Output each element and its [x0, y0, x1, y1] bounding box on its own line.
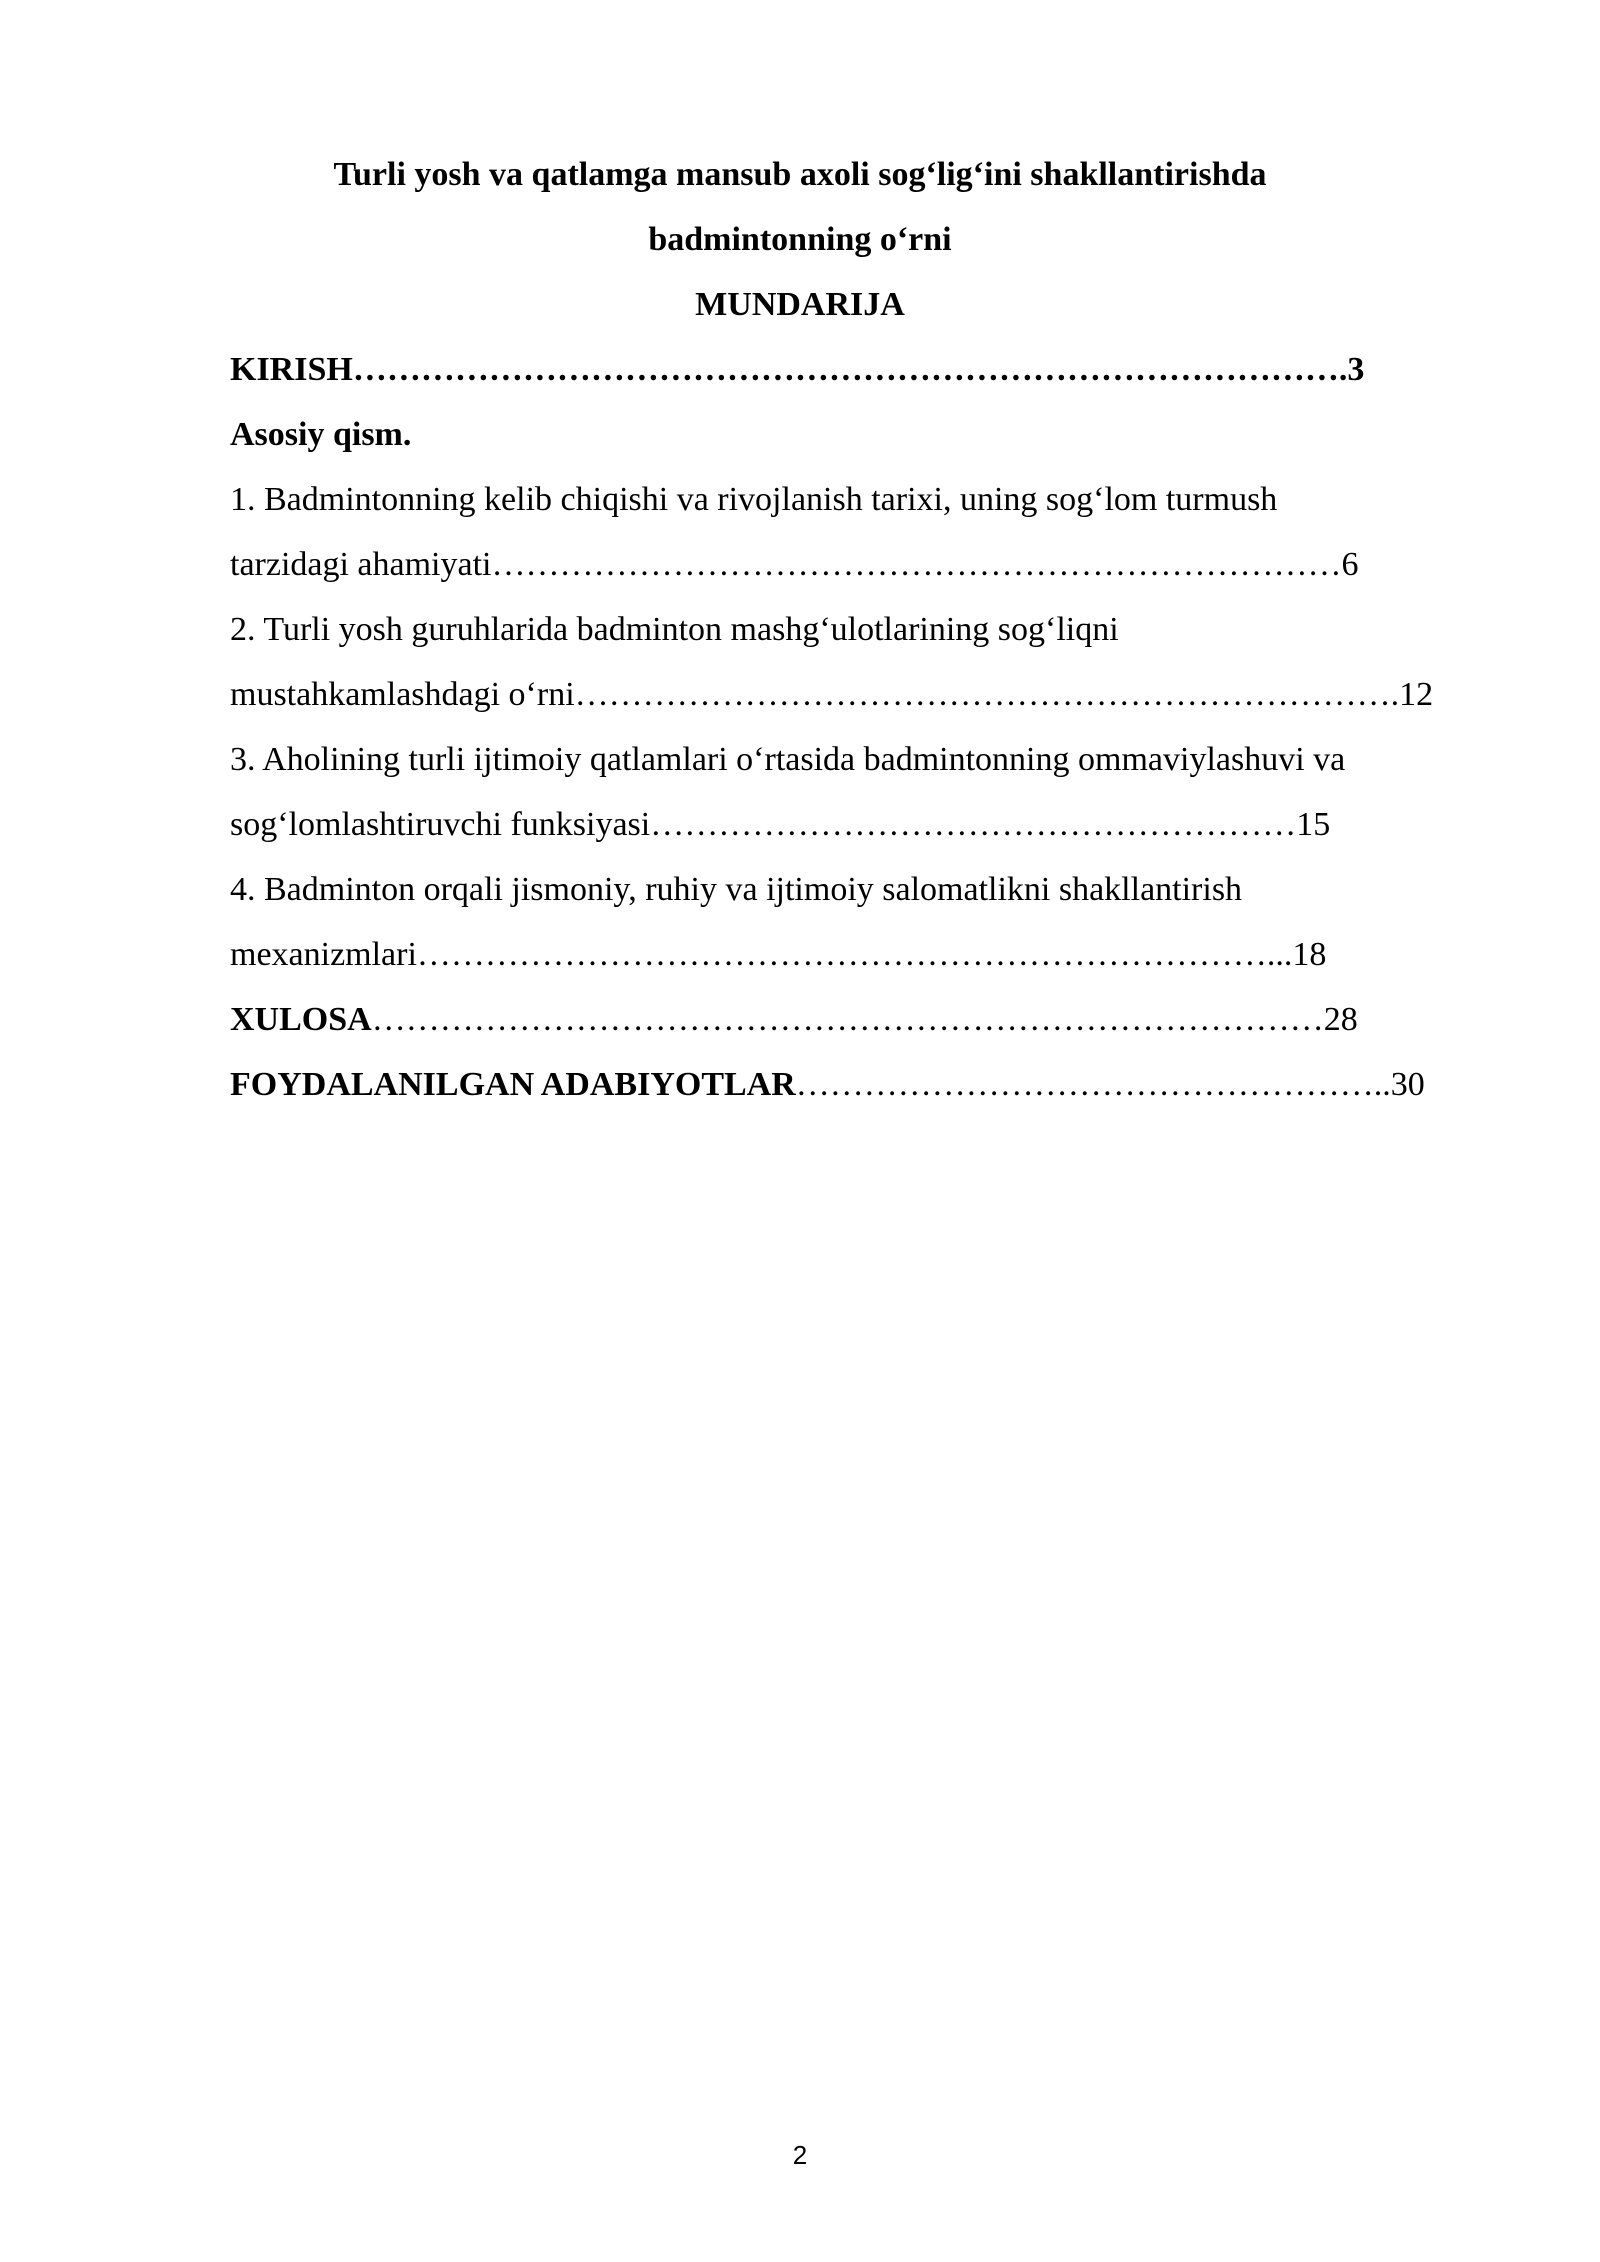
toc-entry-xulosa-label: XULOSA [230, 1001, 372, 1038]
toc-entry-3-line-1: 3. Aholining turli ijtimoiy qatlamlari o‘rtasida badmintonning ommaviylashuvi va [230, 741, 1346, 778]
toc-entry-4-line-2: mexanizmlari…………………………………………………………………...18 [230, 936, 1327, 973]
toc-entry-1-line-2: tarzidagi ahamiyati…………………………………………………………………6 [230, 546, 1359, 583]
toc-entry-adabiyotlar-leader: ……………………………………………..30 [795, 1066, 1425, 1103]
toc-entry-kirish: KIRISH…………………………………………………………………………….3 [230, 351, 1365, 388]
toc-section-asosiy: Asosiy qism. [230, 416, 412, 453]
toc-entry-adabiyotlar-label: FOYDALANILGAN ADABIYOTLAR [230, 1066, 796, 1103]
document-title-line-1: Turli yosh va qatlamga mansub axoli sog‘lig‘ini shakllantirishda [333, 156, 1267, 193]
document-title-line-2: badmintonning o‘rni [648, 221, 952, 258]
toc-entry-1-line-1: 1. Badmintonning kelib chiqishi va rivojlanish tarixi, uning sog‘lom turmush [230, 481, 1278, 518]
toc-entry-3-line-2: sog‘lomlashtiruvchi funksiyasi…………………………………………………15 [230, 806, 1331, 843]
toc-entry-xulosa-leader: …………………………………………………………………………28 [371, 1001, 1358, 1038]
page-number: 2 [792, 2140, 808, 2170]
toc-entry-adabiyotlar [230, 1065, 1500, 1105]
toc-entry-xulosa [230, 1000, 1500, 1040]
contents-heading: MUNDARIJA [695, 286, 905, 323]
toc-entry-2-line-2: mustahkamlashdagi o‘rni……………………………………………………………….12 [230, 676, 1434, 713]
toc-entry-4-line-1: 4. Badminton orqali jismoniy, ruhiy va ijtimoiy salomatlikni shakllantirish [230, 871, 1243, 908]
toc-entry-2-line-1: 2. Turli yosh guruhlarida badminton mashg‘ulotlarining sog‘liqni [230, 611, 1119, 648]
